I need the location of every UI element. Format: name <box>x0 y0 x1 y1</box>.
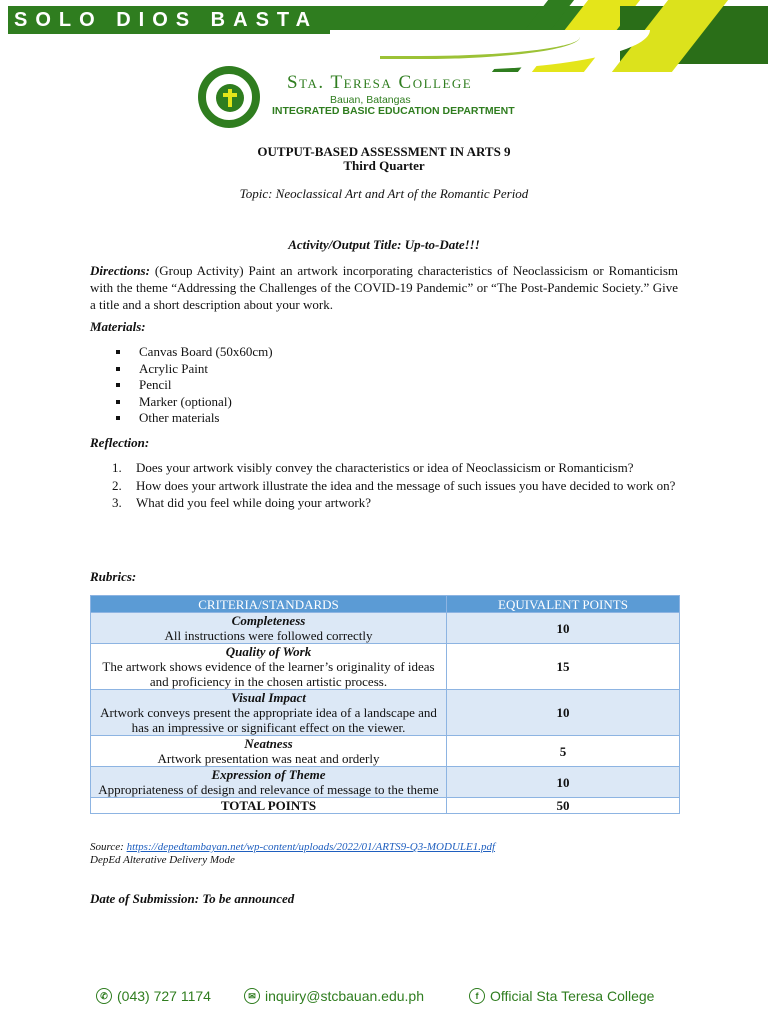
directions-paragraph <box>90 262 678 313</box>
footer-facebook-text: Official Sta Teresa College <box>490 988 655 1004</box>
item-text: How does your artwork illustrate the idea and the message of such issues you have decided to work on? <box>136 477 676 493</box>
school-name: Sta. Teresa College <box>287 72 473 93</box>
criterion-points: 5 <box>447 736 680 767</box>
document-topic: Topic: Neoclassical Art and Art of the Romantic Period <box>239 186 529 201</box>
list-item: Pencil <box>112 377 273 394</box>
list-item <box>112 495 678 512</box>
total-label: TOTAL POINTS <box>91 798 447 814</box>
submission-date: Date of Submission: To be announced <box>90 891 295 906</box>
table-row <box>91 690 680 736</box>
document-title: OUTPUT-BASED ASSESSMENT IN ARTS 9 <box>257 144 511 159</box>
criterion-points: 10 <box>447 613 680 644</box>
footer-email[interactable] <box>244 988 424 1004</box>
footer-phone[interactable] <box>96 988 211 1004</box>
column-header-points: EQUIVALENT POINTS <box>447 596 680 613</box>
phone-icon: ✆ <box>96 988 112 1004</box>
school-location: Bauan, Batangas <box>330 94 411 106</box>
table-row <box>91 736 680 767</box>
item-text: Does your artwork visibly convey the characteristics or idea of Neoclassicism or Romanticism? <box>136 460 634 475</box>
document-quarter: Third Quarter <box>343 158 425 173</box>
source-label: Source: <box>90 841 124 853</box>
reflection-list <box>112 460 678 513</box>
directions-label: Directions: <box>90 263 150 278</box>
item-number: 2. <box>112 477 122 493</box>
criterion-name: Completeness <box>231 613 306 628</box>
directions-text: (Group Activity) Paint an artwork incorporating characteristics of Neoclassicism or Romanticism with the theme “Addressing the Challenges of the COVID-19 Pandemic” or “The Post-Pandemic Society.” Give a title and a short description about your work. <box>90 263 678 312</box>
reflection-heading: Reflection: <box>90 435 150 450</box>
source-line <box>90 841 495 854</box>
footer-email-text: inquiry@stcbauan.edu.ph <box>265 988 424 1004</box>
activity-title: Activity/Output Title: Up-to-Date!!! <box>288 237 480 252</box>
list-item: Canvas Board (50x60cm) <box>112 344 273 361</box>
criterion-name: Quality of Work <box>225 644 312 659</box>
criterion-description: All instructions were followed correctly <box>164 628 373 643</box>
item-text: What did you feel while doing your artwork? <box>136 495 372 510</box>
materials-heading: Materials: <box>90 319 146 334</box>
item-number: 3. <box>112 495 122 510</box>
table-header-row <box>91 596 680 613</box>
source-note: DepEd Alterative Delivery Mode <box>90 854 235 866</box>
criterion-name: Visual Impact <box>231 690 306 705</box>
table-row <box>91 644 680 690</box>
footer-facebook[interactable] <box>469 988 654 1004</box>
list-item <box>112 460 678 477</box>
school-motto: SOLO DIOS BASTA <box>14 9 319 31</box>
criterion-points: 10 <box>447 690 680 736</box>
total-points: 50 <box>447 798 680 814</box>
school-department: INTEGRATED BASIC EDUCATION DEPARTMENT <box>272 105 515 117</box>
column-header-criteria: CRITERIA/STANDARDS <box>91 596 447 613</box>
criterion-description: Artwork conveys present the appropriate idea of a landscape and has an impressive or significant effect on the viewer. <box>100 705 437 735</box>
source-link[interactable]: https://depedtambayan.net/wp-content/uploads/2022/01/ARTS9-Q3-MODULE1.pdf <box>126 841 496 853</box>
rubric-table <box>90 595 680 814</box>
list-item: Marker (optional) <box>112 394 273 411</box>
criterion-name: Expression of Theme <box>211 767 326 782</box>
facebook-icon: f <box>469 988 485 1004</box>
criterion-points: 10 <box>447 767 680 798</box>
item-number: 1. <box>112 460 122 475</box>
school-seal-logo <box>198 66 260 128</box>
list-item <box>112 478 678 495</box>
table-row <box>91 767 680 798</box>
mail-icon: ✉ <box>244 988 260 1004</box>
criterion-name: Neatness <box>244 736 293 751</box>
list-item: Acrylic Paint <box>112 361 273 378</box>
criterion-description: The artwork shows evidence of the learner’s originality of ideas and proficiency in the chosen artistic process. <box>102 659 435 689</box>
list-item: Other materials <box>112 410 273 427</box>
table-row <box>91 613 680 644</box>
rubrics-heading: Rubrics: <box>90 569 137 584</box>
criterion-description: Appropriateness of design and relevance of message to the theme <box>98 782 439 797</box>
criterion-points: 15 <box>447 644 680 690</box>
header-banner <box>0 0 768 72</box>
footer-phone-text: (043) 727 1174 <box>117 988 211 1004</box>
materials-list <box>112 344 273 427</box>
table-total-row <box>91 798 680 814</box>
criterion-description: Artwork presentation was neat and orderly <box>157 751 380 766</box>
